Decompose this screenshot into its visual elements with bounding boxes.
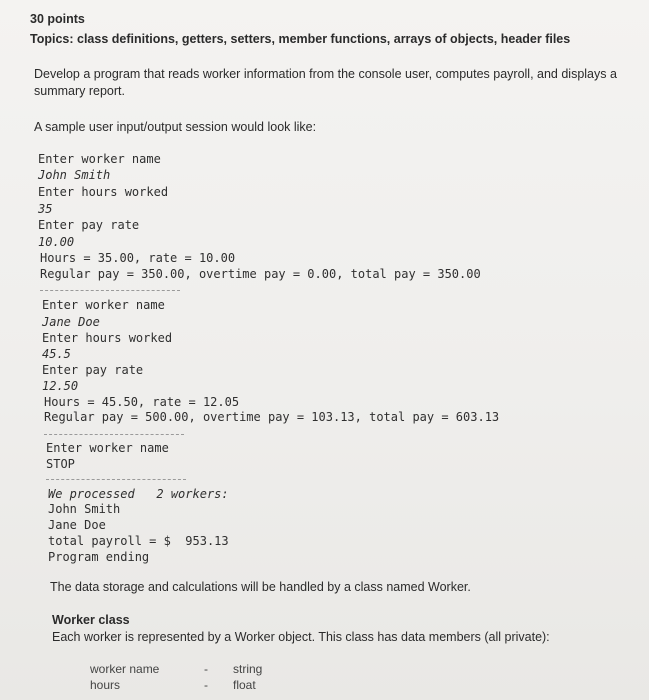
- worker-class-heading: Worker class: [52, 613, 130, 627]
- session1-hours-input: 35: [38, 202, 53, 216]
- separator-3: [46, 479, 186, 480]
- member-type-0: string: [233, 662, 263, 676]
- report-total-payroll: total payroll = $ 953.13: [48, 534, 229, 548]
- intro-line-1: Develop a program that reads worker information from the console user, computes payroll, and displays a: [34, 67, 617, 81]
- session2-hours-input: 45.5: [42, 347, 71, 361]
- member-sep-0: -: [204, 662, 208, 676]
- session2-name-input: Jane Doe: [42, 315, 100, 329]
- points-heading: 30 points: [30, 12, 85, 26]
- session1-summary-2: Regular pay = 350.00, overtime pay = 0.00, total pay = 350.00: [40, 267, 481, 281]
- session2-summary-1: Hours = 45.50, rate = 12.05: [44, 395, 240, 409]
- session3-stop-input: STOP: [46, 457, 75, 471]
- member-name-0: worker name: [90, 662, 160, 676]
- report-processed: We processed 2 workers:: [48, 487, 229, 501]
- worker-class-description: Each worker is represented by a Worker object. This class has data members (all private):: [52, 630, 550, 644]
- report-worker-1: John Smith: [48, 502, 121, 516]
- report-worker-2: Jane Doe: [48, 518, 106, 532]
- member-sep-1: -: [204, 678, 208, 692]
- separator-1: [40, 290, 180, 291]
- member-type-1: float: [233, 678, 256, 692]
- topics-heading: Topics: class definitions, getters, setters, member functions, arrays of objects, header files: [30, 32, 571, 46]
- session3-prompt-name: Enter worker name: [46, 441, 169, 455]
- intro-line-2: summary report.: [34, 84, 125, 98]
- session1-prompt-rate: Enter pay rate: [38, 218, 140, 232]
- session2-summary-2: Regular pay = 500.00, overtime pay = 103.13, total pay = 603.13: [44, 410, 500, 424]
- session1-name-input: John Smith: [38, 168, 111, 182]
- session1-rate-input: 10.00: [38, 235, 75, 249]
- separator-2: [44, 434, 184, 435]
- session2-prompt-name: Enter worker name: [42, 298, 165, 312]
- session1-summary-1: Hours = 35.00, rate = 10.00: [40, 251, 236, 265]
- session1-prompt-name: Enter worker name: [38, 152, 161, 166]
- report-program-ending: Program ending: [48, 550, 150, 564]
- storage-note: The data storage and calculations will be handled by a class named Worker.: [50, 580, 471, 594]
- session1-prompt-hours: Enter hours worked: [38, 185, 169, 199]
- member-name-1: hours: [90, 678, 121, 692]
- sample-label: A sample user input/output session would look like:: [34, 120, 317, 134]
- session2-rate-input: 12.50: [42, 379, 79, 393]
- session2-prompt-rate: Enter pay rate: [42, 363, 144, 377]
- session2-prompt-hours: Enter hours worked: [42, 331, 173, 345]
